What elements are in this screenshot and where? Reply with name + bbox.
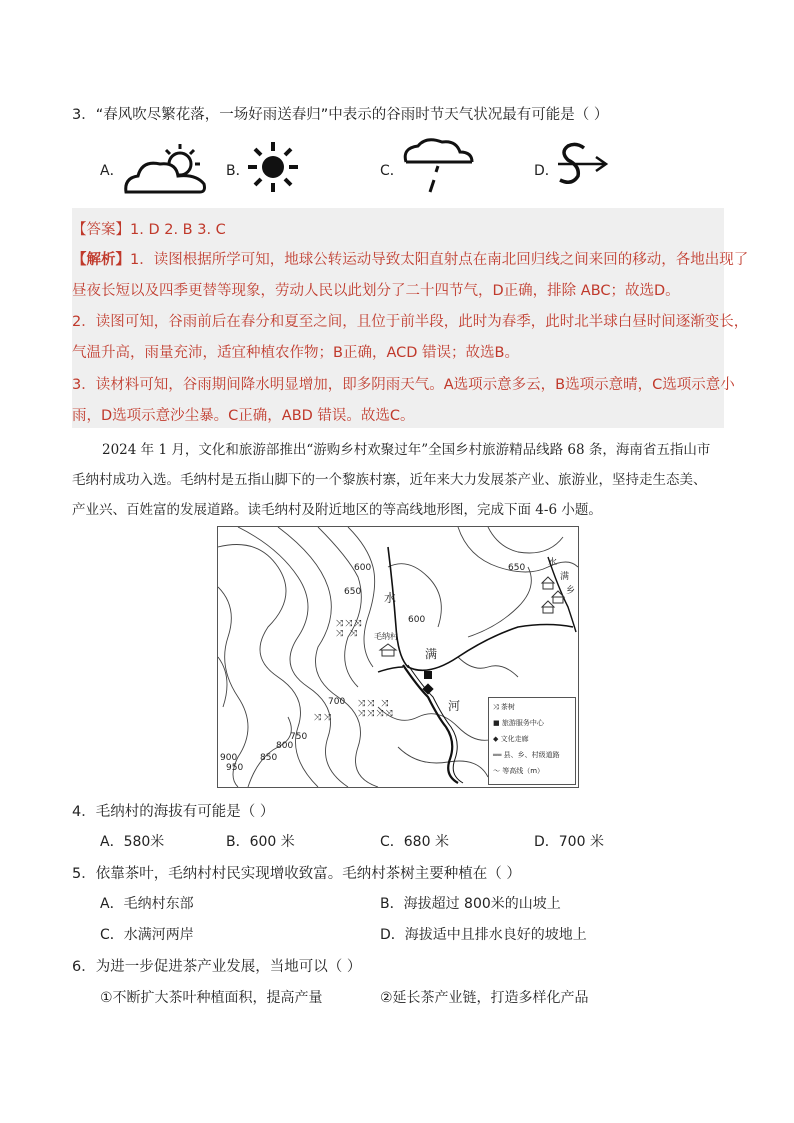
contour-label-700: 700 — [328, 697, 346, 707]
village-label: 毛纳村 — [374, 632, 398, 641]
q3-option-d-label: D． — [534, 163, 559, 179]
question-5-stem: 5．依靠茶叶，毛纳村村民实现增收致富。毛纳村茶树主要种植在（ ） — [72, 866, 521, 882]
contour-label-800: 800 — [276, 741, 294, 751]
diamond-icon: ◆ — [493, 735, 501, 743]
q4-option-c[interactable]: C．680 米 — [380, 834, 449, 850]
legend-culture-corridor: ◆ 文化走廊 — [493, 735, 529, 743]
passage-line-3: 产业兴、百姓富的发展道路。读毛纳村及附近地区的等高线地形图，完成下面 4-6 小题。 — [72, 502, 602, 518]
q3-option-a-label: A． — [100, 163, 124, 179]
town-houses-icon — [540, 575, 568, 615]
contour-line-icon: ～ — [493, 767, 503, 775]
contour-label-850: 850 — [260, 753, 278, 763]
partly-cloudy-icon — [122, 140, 212, 196]
q4-option-b[interactable]: B．600 米 — [226, 834, 295, 850]
question-3-stem: 3．“春风吹尽繁花落，一场好雨送春归”中表示的谷雨时节天气状况最有可能是（ ） — [72, 107, 609, 123]
sandstorm-icon — [554, 140, 612, 190]
tea-trees-cluster-2: ⤨⤨ ⤨ ⤨⤨⤨⤨ — [358, 699, 395, 719]
q6-item-2: ②延长茶产业链，打造多样化产品 — [380, 990, 589, 1006]
answer-key: 【答案】1. D 2. B 3. C — [72, 222, 226, 238]
legend-road: ══ 县、乡、村级道路 — [493, 751, 560, 759]
q6-item-1: ①不断扩大茶叶种植面积，提高产量 — [100, 990, 323, 1006]
contour-label-600-b: 600 — [408, 615, 426, 625]
town-char-3: 乡 — [566, 586, 576, 596]
q4-option-d[interactable]: D．700 米 — [534, 834, 604, 850]
contour-label-900: 900 — [220, 753, 238, 763]
analysis-3-line-2: 雨，D选项示意沙尘暴。C正确，ABD 错误。故选C。 — [72, 408, 415, 424]
analysis-2-line-2: 气温升高，雨量充沛，适宜种植农作物；B正确，ACD 错误；故选B。 — [72, 345, 519, 361]
q3-option-c-label: C． — [380, 163, 404, 179]
analysis-3-line-1: 3．读材料可知，谷雨期间降水明显增加，即多阴雨天气。A选项示意多云，B选项示意晴，C选项示意小 — [72, 377, 735, 393]
question-4-stem: 4．毛纳村的海拔有可能是（ ） — [72, 804, 275, 820]
road-icon: ══ — [493, 751, 504, 759]
contour-label-650: 650 — [344, 587, 362, 597]
town-char-2: 满 — [560, 572, 570, 582]
village-house-icon — [378, 643, 398, 657]
contour-label-950: 950 — [226, 763, 244, 773]
legend-tourist-center: ■ 旅游服务中心 — [493, 719, 544, 727]
analysis-1-line-1: 【解析】1．读图根据所学可知，地球公转运动导致太阳直射点在南北回归线之间来回的移动，各地出现了 — [72, 252, 749, 268]
q3-option-b-label: B． — [226, 163, 250, 179]
analysis-1-line-2: 昼夜长短以及四季更替等现象，劳动人民以此划分了二十四节气，D正确，排除 ABC；故选D。 — [72, 283, 680, 299]
tea-trees-cluster-3: ⤨ ⤨ — [314, 713, 332, 723]
q4-option-a[interactable]: A．580米 — [100, 834, 165, 850]
passage-line-1: 2024 年 1 月，文化和旅游部推出“游购乡村欢聚过年”全国乡村旅游精品线路 68 条，海南省五指山市 — [102, 442, 711, 458]
town-char-1: 水 — [548, 558, 558, 568]
river-char-1: 水 — [384, 591, 397, 605]
light-rain-icon — [400, 136, 476, 198]
legend-contour: ～ 等高线（m） — [493, 767, 545, 775]
q5-option-a[interactable]: A．毛纳村东部 — [100, 896, 194, 912]
q5-option-b[interactable]: B．海拔超过 800米的山坡上 — [380, 896, 561, 912]
analysis-2-line-1: 2．读图可知，谷雨前后在春分和夏至之间，且位于前半段，此时为春季，此时北半球白昼时间逐渐变长， — [72, 314, 749, 330]
river-char-3: 河 — [448, 699, 461, 713]
sunny-icon — [246, 140, 300, 194]
map-legend — [488, 697, 576, 785]
passage-line-2: 毛纳村成功入选。毛纳村是五指山脚下的一个黎族村寨，近年来大力发展茶产业、旅游业，坚持走生态美、 — [72, 472, 707, 488]
contour-label-750: 750 — [290, 732, 308, 742]
square-icon: ■ — [493, 719, 502, 727]
q5-option-d[interactable]: D．海拔适中且排水良好的坡地上 — [380, 927, 587, 943]
contour-map — [217, 526, 579, 788]
tea-tree-icon: ⤨ — [493, 703, 501, 711]
q5-option-c[interactable]: C．水满河两岸 — [100, 927, 194, 943]
question-6-stem: 6．为进一步促进茶产业发展，当地可以（ ） — [72, 959, 362, 975]
tea-trees-cluster-1: ⤨⤨⤨ ⤨ ⤨ — [336, 619, 364, 639]
contour-label-650-b: 650 — [508, 563, 526, 573]
river-char-2: 满 — [425, 647, 438, 661]
tourist-center-marker — [424, 671, 432, 679]
contour-label-600: 600 — [354, 563, 372, 573]
legend-tea: ⤨ 茶树 — [493, 703, 515, 711]
